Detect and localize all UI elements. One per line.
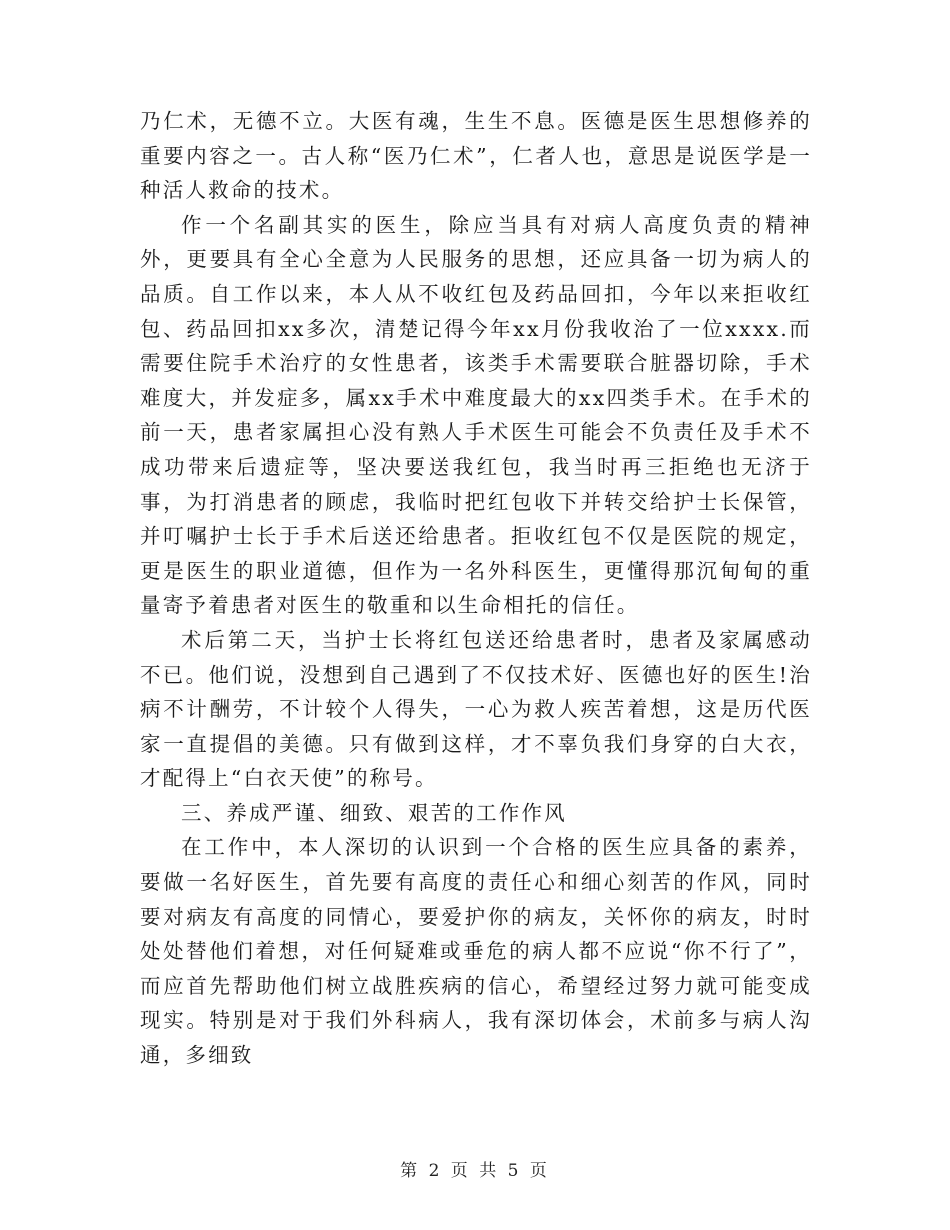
section-heading: 三、养成严谨、细致、艰苦的工作作风 [181, 800, 567, 825]
paragraph-1: 乃仁术，无德不立。大医有魂，生生不息。医德是医生思想修养的重要内容之一。古人称“医乃仁术”，仁者人也，意思是说医学是一种活人救命的技术。 [140, 109, 812, 203]
paragraph-4: 在工作中，本人深切的认识到一个合格的医生应具备的素养，要做一名好医生，首先要有高度的责任心和细心刻苦的作风，同时要对病友有高度的同情心，要爱护你的病友，关怀你的病友，时时处处替他们着想，对任何疑难或垂危的病人都不应说“你不行了”，而应首先帮助他们树立战胜疾病的信心，希望经过努力就可能变成现实。特别是对于我们外科病人，我有深切体会，术前多与病人沟通，多细致 [140, 835, 812, 1068]
page-footer [0, 1156, 950, 1181]
paragraph-3: 术后第二天，当护士长将红包送还给患者时，患者及家属感动不已。他们说，没想到自己遇到了不仅技术好、医德也好的医生!治病不计酬劳，不计较个人得失，一心为救人疾苦着想，这是历代医家一直提倡的美德。只有做到这样，才不辜负我们身穿的白大衣，才配得上“白衣天使”的称号。 [140, 627, 812, 791]
page-number: 第 2 页 共 5 页 [400, 1161, 550, 1181]
paragraph-2: 作一个名副其实的医生，除应当具有对病人高度负责的精神外，更要具有全心全意为人民服务的思想，还应具备一切为病人的品质。自工作以来，本人从不收红包及药品回扣，今年以来拒收红包、药品回扣xx多次，清楚记得今年xx月份我收治了一位xxxx.而需要住院手术治疗的女性患者，该类手术需要联合脏器切除，手术难度大，并发症多，属xx手术中难度最大的xx四类手术。在手术的前一天，患者家属担心没有熟人手术医生可能会不负责任及手术不成功带来后遗症等，坚决要送我红包，我当时再三拒绝也无济于事，为打消患者的顾虑，我临时把红包收下并转交给护士长保管，并叮嘱护士长于手术后送还给患者。拒收红包不仅是医院的规定，更是医生的职业道德，但作为一名外科医生，更懂得那沉甸甸的重量寄予着患者对医生的敬重和以生命相托的信任。 [140, 212, 812, 618]
document-body [140, 104, 812, 1073]
